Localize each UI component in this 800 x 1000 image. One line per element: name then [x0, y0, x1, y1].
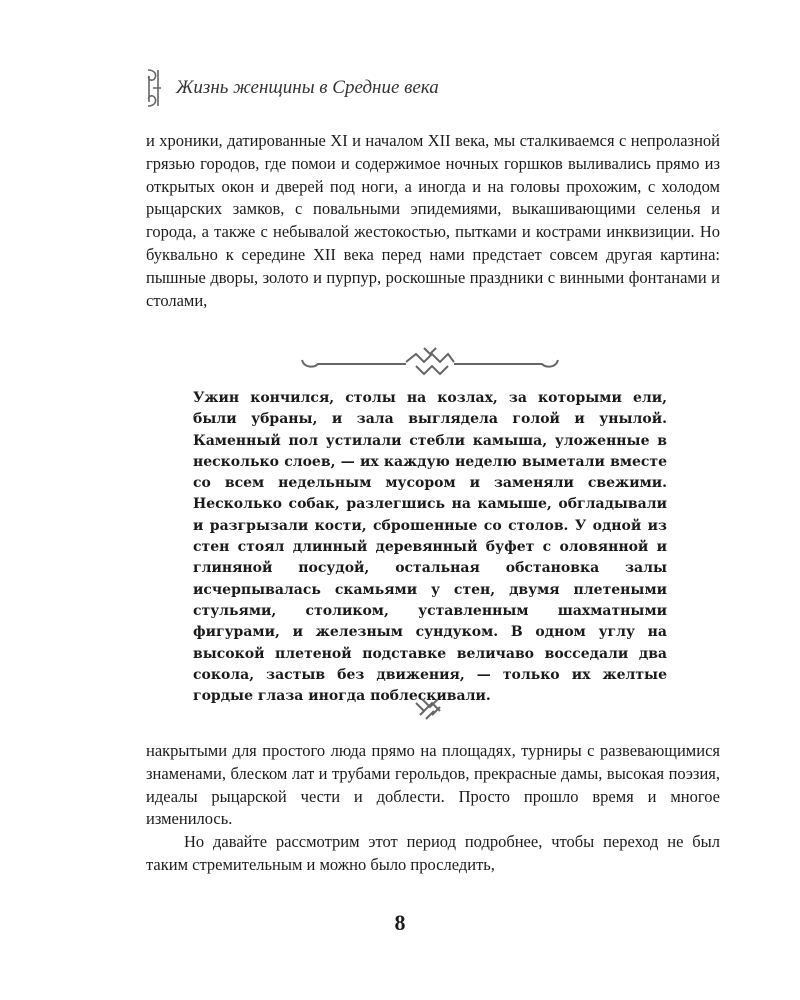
knot-ornament-icon	[412, 697, 448, 721]
paragraph: и хроники, датированные XI и началом XII века, мы сталкиваемся с непролазной грязью городов, где помои и содержимое ночных горшков выливались прямо из открытых окон и дверей под ноги, а иногда и на головы прохожим, с холодом рыцарских замков, с повальными эпидемиями, выкашивающими селенья и города, а также с небывалой жестокостью, пытками и кострами инквизиции. Но буквально к середине XII века перед нами предстает совсем другая картина: пышные дворы, золото и пурпур, роскошные праздники с винными фонтанами и столами,	[146, 131, 720, 310]
page-number: 8	[394, 910, 406, 935]
section-divider-ornament-icon	[296, 342, 564, 376]
paragraph-indented: Но давайте рассмотрим этот период подробнее, чтобы переход не был таким стремительным и можно было проследить,	[146, 832, 720, 874]
paragraph: накрытыми для простого люда прямо на площадях, турниры с развевающимися знаменами, блеском лат и трубами герольдов, прекрасные дамы, высокая поэзия, идеалы рыцарской чести и доблести. Просто прошло время и многое изменилось.	[146, 741, 720, 829]
running-header	[140, 66, 700, 110]
block-quote: Ужин кончился, столы на козлах, за которыми ели, были убраны, и зала выглядела голой и унылой. Каменный пол устилали стебли камыша, уложенные в несколько слоев, — их каждую неделю выметали вместе со всем недельным мусором и заменяли свежими. Несколько собак, разлегшись на камыше, обгладывали и разгрызали кости, сброшенные со столов. У одной из стен стоял длинный деревянный буфет с оловянной и глиняной посудой, остальная обстановка залы исчерпывалась скамьями у стен, двумя плетеными стульями, столиком, уставленным шахматными фигурами, и железным сундуком. В одном углу на высокой плетеной подставке величаво восседали два сокола, застыв без движения, — только их желтые гордые глаза иногда поблескивали.	[193, 390, 667, 705]
bracket-ornament-icon	[140, 66, 170, 110]
body-text-top	[146, 130, 720, 312]
body-text-bottom	[146, 740, 720, 877]
running-header-title: Жизнь женщины в Средние века	[176, 77, 439, 98]
